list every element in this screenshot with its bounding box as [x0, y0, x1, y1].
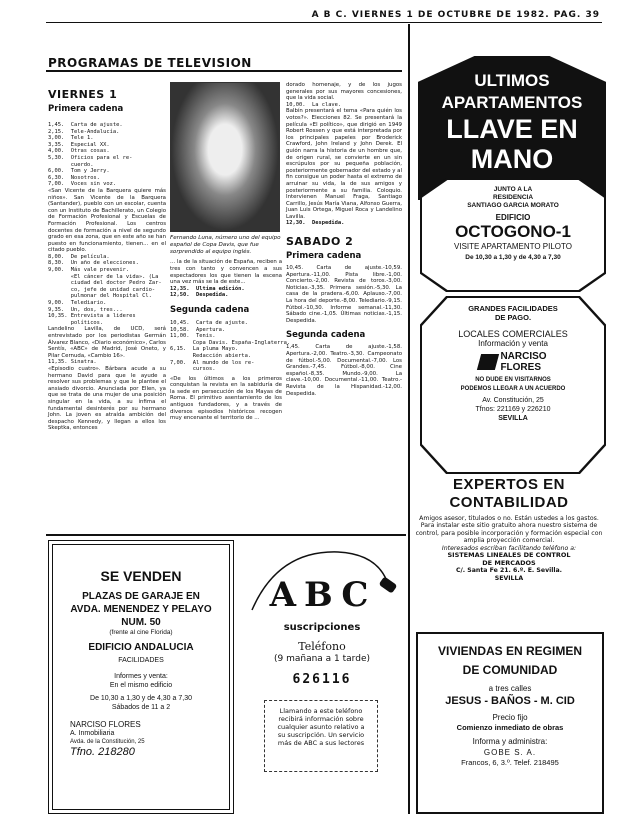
abc-hours: (9 mañana a 1 tarde) — [274, 654, 370, 664]
headline-line: MANO — [470, 144, 554, 174]
viviendas-text — [418, 644, 602, 768]
ad-line: VISITE APARTAMENTO PILOTO — [454, 242, 572, 251]
channel-heading: Primera cadena — [286, 251, 362, 262]
abc-tel-label: Teléfono — [298, 640, 346, 653]
ad-line: LOCALES COMERCIALES — [458, 329, 568, 339]
schedule-block: 11,35. Sinatra. — [48, 359, 97, 366]
saturday-heading: SABADO 2 — [286, 235, 354, 249]
schedule-block: 10,45. Carta de ajuste. 10,58. Apertura. 11,00. Tenis. Copa Davis. España-Inglaterra. 6,15. La pluma Mayo. Redacción abierta. 7,00. Al mundo de los re- cursos. — [170, 319, 291, 373]
ad-line: Tfnos: 221169 y 226210 — [475, 406, 551, 413]
brand-line: NARCISO — [500, 351, 547, 362]
ad-line: Av. Constitución, 25 — [482, 397, 544, 404]
ad-line: NUM. 50 — [121, 617, 161, 628]
ad-line: FACILIDADES — [118, 657, 164, 664]
page-header: A B C. VIERNES 1 DE OCTUBRE DE 1982. PAG. 39 — [311, 10, 600, 20]
ad-line: NARCISO FLORES — [70, 720, 141, 729]
tv-section-title: PROGRAMAS DE TELEVISION — [48, 56, 252, 70]
ad-body: Amigos asesor, titulados o no. Están ustedes a los gastos. Para instalar este sitio gratuito ahora nuestro sistema de control, para posible incorporación y formación especial con amplia proyección comercial. — [415, 515, 603, 545]
ad-headline: VIVIENDAS EN REGIMEN — [437, 644, 583, 658]
phone-number: Tfno. 218280 — [70, 746, 135, 758]
ad-line: Precio fijo — [492, 713, 528, 722]
apartments-headline — [418, 70, 606, 174]
ad-headline: EXPERTOS EN — [453, 476, 565, 493]
channel-heading: Segunda cadena — [286, 330, 366, 341]
ad-line: GOBE S. A. — [483, 748, 537, 757]
program-note: «San Vicente de la Barquera quiere más niños». San Vicente de la Barquera (Santander), pueblo con un escolar, cuenta con un Instituto de Bachillerato, un Colegio de Formación Profesional y Escuelas de Formación Profesional. Los centros docentes de formación a nivel de segundo grado en esa zona, que en este año se han puesto en funcionamiento, tienen... en el citado pueblo. — [48, 187, 166, 254]
octogono-text — [424, 186, 602, 262]
ad-line: JESUS - BAÑOS - M. CID — [445, 695, 575, 707]
ad-line: PODEMOS LLEGAR A UN ACUERDO — [460, 386, 566, 392]
ad-line: NO DUDE EN VISITARNOS — [475, 377, 551, 383]
friday-heading: VIERNES 1 — [48, 88, 118, 101]
ad-line: SANTIAGO GARCIA MORATO — [467, 202, 559, 209]
ad-headline: SE VENDEN — [100, 568, 182, 584]
divider-vertical — [408, 552, 410, 814]
abc-ad — [238, 540, 406, 814]
facilities-text — [432, 304, 594, 423]
ad-line: AVDA. MENENDEZ Y PELAYO — [70, 604, 212, 615]
garaje-ad-text — [56, 568, 226, 759]
abc-logo: ABC — [269, 575, 377, 615]
ad-line: C/. Santa Fe 21. 6.º. E. Sevilla. — [455, 567, 563, 575]
program-note: «De los últimos a los primeros conquistan la revista en la sabiduría de la sede en persecución de los Mayas de Roma. El primitivo asentamiento de los antiguos fundadores, y a través de diversos episodios históricos recogen muy encenante el territorio de ... — [170, 375, 282, 422]
ad-line: a tres calles — [488, 684, 532, 693]
divider-vertical — [408, 24, 410, 552]
ad-line: PLAZAS DE GARAJE EN — [82, 591, 200, 602]
ad-line: Sábados de 11 a 2 — [111, 704, 171, 711]
ad-line: SEVILLA — [494, 574, 524, 582]
octogono-name: OCTOGONO-1 — [455, 222, 571, 241]
schedule-block: 12,30. Despedida. — [286, 220, 345, 227]
narciso-flores-logo — [432, 351, 594, 373]
ad-line: SISTEMAS LINEALES DE CONTROL DE MERCADOS — [447, 551, 571, 567]
abc-phone-number: 626116 — [292, 672, 352, 687]
program-note: 10,45. Carta de ajuste.-10,59. Apertura.-11,00. Pista libre.-1,00. Concierto.-2,00. Revista de toros.-3,00. Noticias.-3,35. Primera sesión.-5,30. La casa de la pradera.-6,00. Aplauso.-7,00. La hora del deporte.-8,00. Telediario.-9,15. Fútbol.-10,30. Informe semanal.-11,30. Sábado cine.-1,05. Últimas noticias.-1,15. Despedida. — [286, 265, 402, 324]
title-rule — [46, 70, 402, 72]
program-note: «Episodio cuatro». Bárbara acude a su hermano David para que le ayude a resolver sus problemas y que le plantee el ansiado divorcio. Anunciada por Ellen, ya que se trata de una mujer de una posición singular en la vida, a su ínfima el fundamental desinterés por su hermano John. La joven es atraída ambición del despacho Kennedy, y llegan a ellos los Skeptka, entonces — [48, 365, 166, 432]
schedule-block: 12,35. Ultima edición. 12,50. Despedida. — [170, 285, 245, 299]
tennis-player-photo — [170, 82, 280, 232]
ad-line: SEVILLA — [498, 415, 528, 422]
brand-line: FLORES — [500, 362, 541, 373]
section-rule — [46, 534, 406, 536]
abc-subscriptions-title: suscripciones — [283, 622, 361, 633]
schedule-block: 1,45. Carta de ajuste. 2,15. Tele-Andalucía. 3,00. Tele 1. 3,35. Especial XX. 4,00. Otras cosas. 5,30. Oficios para el re- cuerdo. 6,00. Tom y Jerry. 6,30. Nosotros. 7,00. Voces sin voz. — [48, 122, 133, 188]
ad-line: RESIDENCIA — [492, 194, 534, 201]
schedule-block: 10,00. La clave. — [286, 101, 342, 108]
ad-line: Comienzo inmediato de obras — [456, 723, 564, 732]
ad-line: Información y venta — [478, 339, 548, 348]
tv-column-2 — [170, 82, 291, 422]
ad-line: A. Inmobiliaria — [70, 730, 115, 737]
headline-line: LLAVE EN — [446, 114, 578, 144]
ad-headline: CONTABILIDAD — [449, 494, 569, 511]
ad-line: Informa y administra: — [472, 737, 548, 746]
photo-caption: Fernando Luna, número uno del equipo español de Copa Davis, que fue sorprendido al equipo inglés. — [170, 235, 281, 255]
tv-column-1 — [48, 74, 166, 432]
schedule-block: 8,00. De película. 8,30. Un año de elecciones. 9,00. Más vale prevenir. «El cáncer de la vida». (La ciudad del doctor Pedro Zar- co, jefe de unidad cardio- pulmonar del Hospital Cl. 9,00. Telediario. 9,35. Un, dos, tres... 10,35. Entrevista a lideres políticos. — [48, 253, 162, 326]
ad-line: EDIFICIO — [495, 213, 531, 222]
tv-column-3 — [286, 82, 402, 397]
headline-line: ULTIMOS — [474, 71, 550, 90]
program-note: Balbín presentará el tema «Para quién los votos?». Elecciones 82. Se presentará la película «El político», que dirigió en 1949 Robert Rossen y que está interpretada por los principales papeles por Broderick Crawford, John Ireland y John Derek. El guión narra la historia de un hombre que, de origen rural, se convierte en un sin escrúpulos por su pequeña población, posteriormente gobernador del estado y al fin consigue un poder hasta el extremo de arruinar su vida, la de sus amigos y posteriormente a su familia. Coloquio. Intervienen Manuel Fraga, Santiago Carrillo, Jesús María Viana, Alfonso Guerra, Juan Luis Ortega, Miguel Roca y Landelino Lavilla. — [286, 108, 402, 220]
ad-line: (frente al cine Florida) — [109, 629, 173, 636]
nf-icon — [477, 354, 499, 370]
header-rule — [46, 22, 602, 23]
ad-line: De 10,30 a 1,30 y de 4,30 a 7,30 — [465, 254, 561, 261]
ad-line: Interesados escriban facilitando teléfono a: — [441, 544, 577, 552]
ad-line: Francos, 6, 3.º. Telef. 218495 — [461, 758, 559, 767]
channel-heading: Segunda cadena — [170, 304, 250, 315]
channel-heading: Primera cadena — [48, 104, 124, 114]
ad-line: JUNTO A LA — [493, 186, 533, 193]
abc-info-box — [264, 700, 378, 772]
program-note: dorado homenaje, y de los jugos generales por sus mayores concesiones, que la vida social. — [286, 82, 402, 102]
ad-line: En el mismo edificio — [109, 682, 173, 689]
program-note: 1,45. Carta de ajuste.-1,58. Apertura.-2,00. Teatro.-3,30. Campeonato de fútbol.-5,00. Documental.-7,00. Los Grandes.-7,45. Fútbol.-8,00. Cine español.-8,35. Mundo.-9,00. La clave.-10,00. Documental.-11,00. Teatro.-Revista de la Hispanidad.-12,00. Despedida. — [286, 344, 402, 397]
program-note: ... la de la situación de España, reciben a tres con tanto y convencen a sus espectadores los que tienen la escena una vez más se la de este... — [170, 259, 282, 286]
ad-line: GRANDES FACILIDADES DE PAGO. — [468, 304, 558, 322]
ad-line: De 10,30 a 1,30 y de 4,30 a 7,30 — [90, 695, 192, 702]
headline-line: APARTAMENTOS — [441, 93, 583, 112]
abc-info-text: Llamando a este teléfono recibirá información sobre cualquier asunto relativo a su suscripción. Un servicio más de ABC a sus lectores — [277, 707, 365, 747]
expertos-ad — [414, 476, 604, 582]
ad-line: Avda. de la Constitución, 25 — [70, 739, 145, 745]
ad-line: EDIFICIO ANDALUCIA — [88, 642, 194, 653]
ad-line: Informes y venta: — [114, 673, 168, 680]
ad-headline: DE COMUNIDAD — [462, 663, 558, 677]
program-note: Landelino Lavilla, de UCD, será entrevistado por los periodistas Germán Álvarez Blanco, «Diario económico», Carlos Sentís, «ABC» de Madrid, José Oneto, y Pilar Cernuda, «Cambio 16». — [48, 326, 166, 359]
